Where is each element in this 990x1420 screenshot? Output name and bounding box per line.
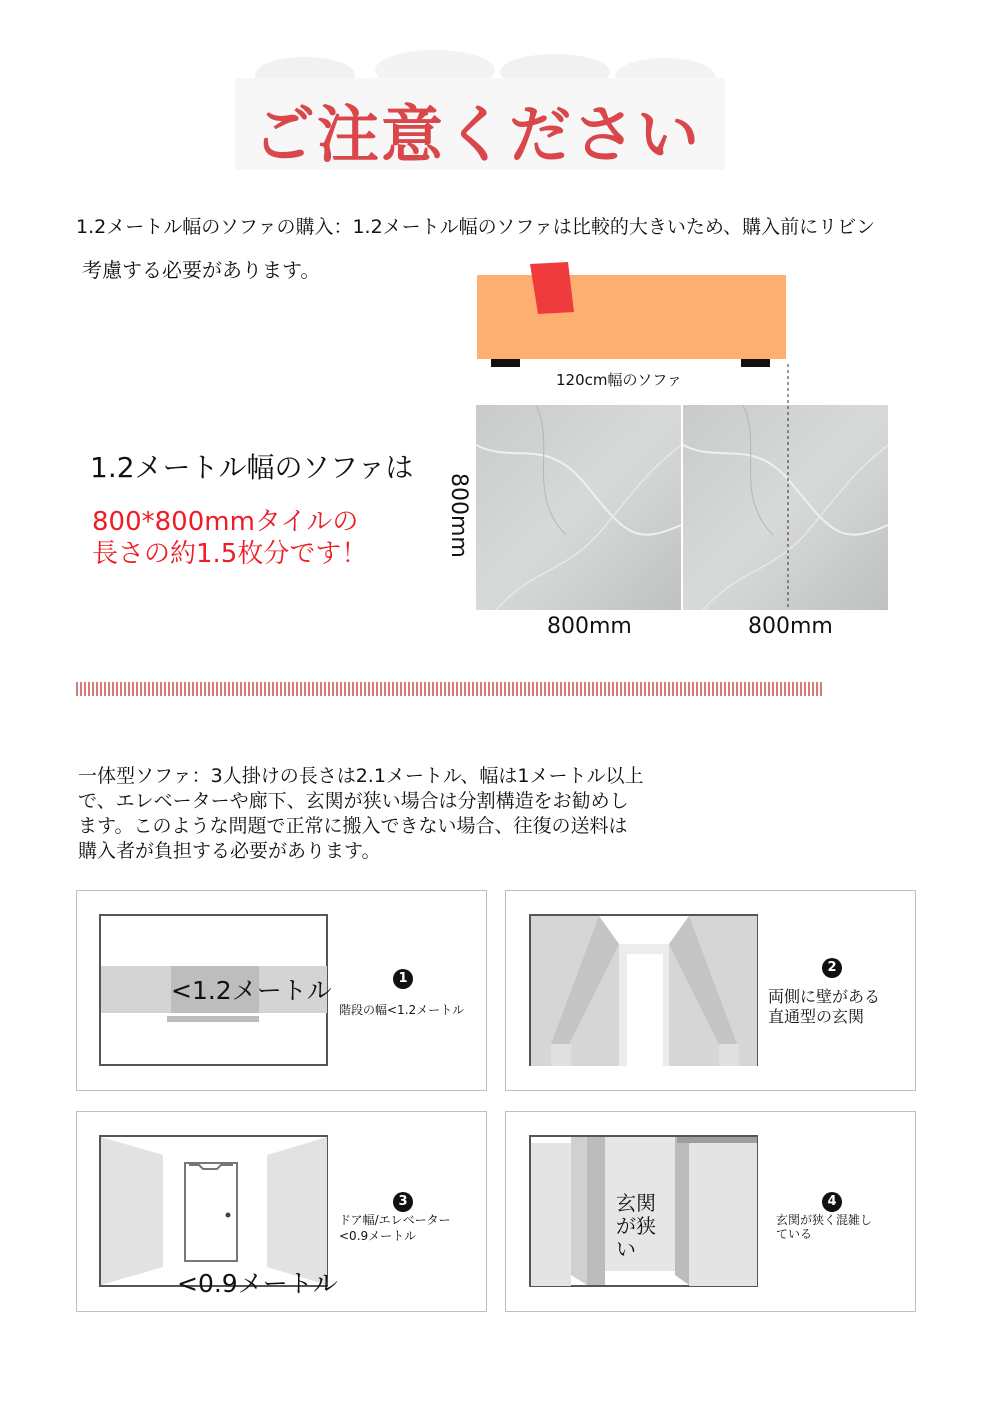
panel-caption-3-line-2: <0.9メートル	[339, 1229, 417, 1243]
marble-texture-icon	[476, 405, 681, 610]
page-title: ご注意ください	[253, 98, 702, 171]
highlight-line: 1.2メートル幅のソファは	[90, 451, 414, 484]
paragraph-line: 購入者が負担する必要があります。	[78, 840, 381, 862]
panel-caption-3-line-1: ドア幅/エレベーター	[339, 1213, 451, 1227]
sofa-body	[477, 275, 786, 359]
title-banner	[235, 40, 725, 170]
highlight-red-line-1: 800*800mmタイルの	[92, 507, 359, 537]
notice-paragraph	[78, 764, 758, 864]
panel-stairs	[76, 890, 487, 1091]
highlight-red-line-2: 長さの約1.5枚分です！	[92, 539, 368, 569]
entrance-door-label-line-1: 玄関	[616, 1191, 656, 1215]
paragraph-line: で、エレベーターや廊下、玄関が狭い場合は分割構造をお勧めし	[78, 790, 629, 812]
sofa-leg-right	[741, 359, 770, 367]
panel-caption-2-line-1: 両側に壁がある	[768, 987, 881, 1006]
intro-line-2: 考慮する必要があります。	[82, 258, 321, 282]
paragraph-line: 一体型ソファ：3人掛けの長さは2.1メートル、幅は1メートル以上	[78, 765, 644, 787]
dimension-horizontal-left: 800mm	[547, 614, 632, 639]
panel-corridor	[505, 890, 916, 1091]
panel-number-4: 4	[822, 1192, 842, 1212]
panel-caption-4-line-1: 玄関が狭く混雑し	[776, 1213, 873, 1227]
sofa-leg-left	[491, 359, 520, 367]
entrance-door-label	[616, 1192, 656, 1261]
dimension-horizontal-right: 800mm	[748, 614, 833, 639]
dimension-vertical: 800mm	[446, 473, 471, 558]
panel-number-1: 1	[393, 969, 413, 989]
measure-dashed-line	[786, 364, 790, 610]
stairs-width-label: <1.2メートル	[171, 976, 332, 1005]
panel-caption-1: 階段の幅<1.2メートル	[339, 1003, 465, 1017]
corridor-illustration-icon	[529, 914, 759, 1067]
panel-number-2: 2	[822, 958, 842, 978]
paragraph-line: ます。このような問題で正常に搬入できない場合、往復の送料は	[78, 815, 628, 837]
striped-divider	[76, 682, 822, 696]
door-width-label: <0.9メートル	[177, 1269, 338, 1298]
sofa-illustration	[470, 258, 800, 370]
sofa-caption: 120cm幅のソファ	[556, 371, 682, 389]
panel-door	[76, 1111, 487, 1312]
intro-line-1: 1.2メートル幅のソファの購入：1.2メートル幅のソファは比較的大きいため、購入前にリビン	[76, 216, 876, 238]
panel-caption-2-line-2: 直通型の玄関	[768, 1007, 865, 1026]
entrance-door-label-line-2: が狭	[616, 1214, 656, 1238]
marble-tile-left	[476, 405, 681, 610]
panel-number-3: 3	[393, 1192, 413, 1212]
panel-narrow-entrance	[505, 1111, 916, 1312]
panel-caption-4-line-2: ている	[776, 1227, 813, 1241]
entrance-door-label-line-3: い	[616, 1237, 636, 1261]
highlight-red-text	[92, 506, 367, 570]
